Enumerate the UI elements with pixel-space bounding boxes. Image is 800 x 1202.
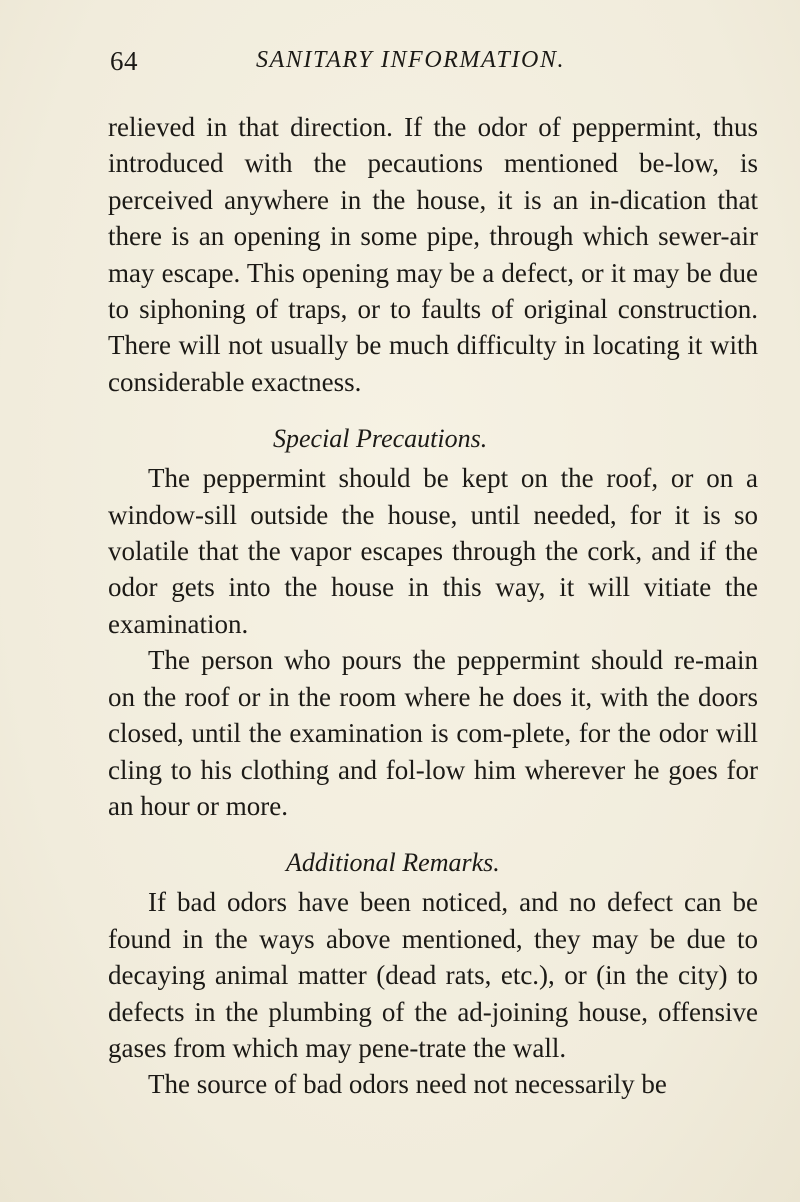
paragraph-source-of-odors: The source of bad odors need not necessarily be: [148, 1069, 667, 1100]
page-header: [110, 46, 750, 86]
section-heading-special-precautions: Special Precautions.: [273, 424, 488, 454]
page-number: 64: [110, 46, 138, 76]
running-head: SANITARY INFORMATION.: [256, 47, 566, 73]
paragraph-person-pouring: The person who pours the peppermint should re-main on the roof or in the room where he does it, with the doors closed, until the examination is com-plete, for the odor will cling to his clothing and fol-low him wherever he goes for an hour or more.: [108, 645, 758, 821]
page-body: [108, 109, 758, 1103]
paragraph-peppermint-storage: The peppermint should be kept on the roof, or on a window-sill outside the house, until needed, for it is so volatile that the vapor escapes through the cork, and if the odor gets into the house in this way, it will vitiate the examination.: [108, 463, 758, 639]
paragraph-bad-odors: If bad odors have been noticed, and no defect can be found in the ways above mentioned, they may be due to decaying animal matter (dead rats, etc.), or (in the city) to defects in the plumbing of the ad-joining house, offensive gases from which may pene-trate the wall.: [108, 887, 758, 1063]
paragraph-continued: relieved in that direction. If the odor of peppermint, thus introduced with the pecautions mentioned be-low, is perceived anywhere in the house, it is an in-dication that there is an opening in some pipe, through which sewer-air may escape. This opening may be a defect, or it may be due to siphoning of traps, or to faults of original construction. There will not usually be much difficulty in locating it with considerable exactness.: [108, 112, 758, 397]
section-heading-additional-remarks: Additional Remarks.: [286, 848, 500, 878]
